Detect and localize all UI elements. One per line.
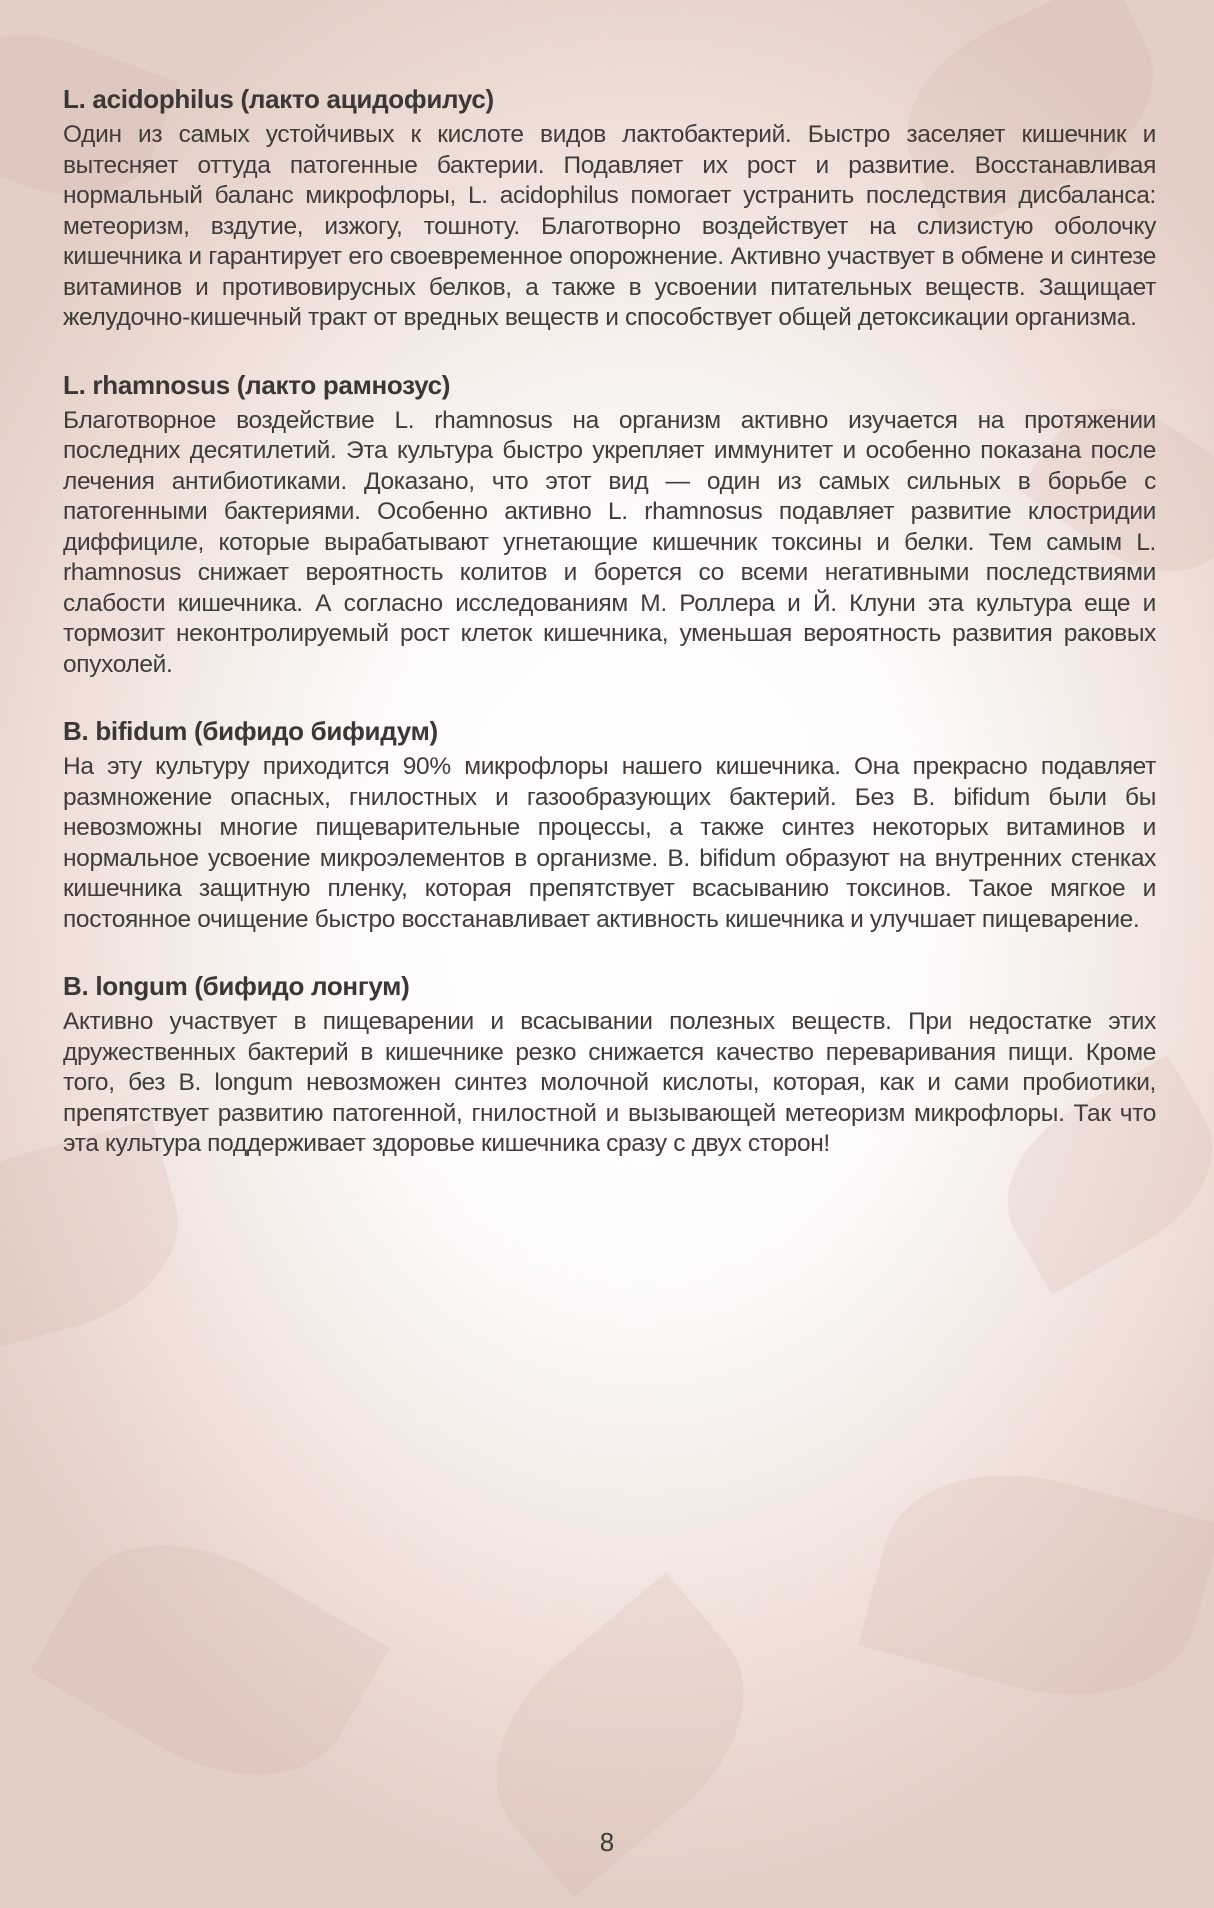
- page-content: [63, 82, 1156, 1194]
- section-heading: L. rhamnosus (лакто рамнозус): [63, 369, 451, 400]
- section-b-longum: [63, 969, 1156, 1160]
- section-heading: L. acidophilus (лакто ацидофилус): [63, 84, 494, 114]
- section-paragraph: Один из самых устойчивых к кислоте видов лактобактерий. Быстро заселяет кишечник и вытесняет оттуда патогенные бактерии. Подавляет их рост и развитие. Восстанавливая нормальный баланс микрофлоры, L. acidophilus помогает устранить последствия дисбаланса: метеоризм, вздутие, изжогу, тошноту. Благотворно воздействует на слизистую оболочку кишечника и гарантирует его своевременное опорожнение. Активно участвует в обмене и синтезе витаминов и противовирусных белков, а также в усвоении питательных веществ. Защищает желудочно-кишечный тракт от вредных веществ и способствует общей детоксикации организма.: [63, 121, 1156, 331]
- section-l-acidophilus: [63, 82, 1156, 334]
- page-number: 8: [599, 1827, 615, 1857]
- section-l-rhamnosus: [63, 368, 1156, 681]
- background-leaf-decoration: [30, 1498, 390, 1821]
- section-heading: B. longum (бифидо лонгум): [63, 971, 410, 1001]
- section-paragraph: Благотворное воздействие L. rhamnosus на организм активно изучается на протяжении последних десятилетий. Эта культура быстро укрепляет иммунитет и особенно показана после лечения антибиотиками. Доказано, что этот вид — один из самых сильных в борьбе с патогенными бактериями. Особенно активно L. rhamnosus подавляет развитие клостридии диффициле, которые вырабатывают угнетающие кишечник токсины и белки. Тем самым L. rhamnosus снижает вероятность колитов и борется со всеми негативными последствиями слабости кишечника. А согласно исследованиям М. Роллера и Й. Клуни эта культура еще и тормозит неконтролируемый рост клеток кишечника, уменьшая вероятность развития раковых опухолей.: [63, 406, 1156, 678]
- section-b-bifidum: [63, 714, 1156, 935]
- section-heading: B. bifidum (бифидо бифидум): [63, 716, 438, 746]
- section-paragraph: Активно участвует в пищеварении и всасывании полезных веществ. При недостатке этих дружественных бактерий в кишечнике резко снижается качество переваривания пищи. Кроме того, без B. longum невозможен синтез молочной кислоты, которая, как и сами пробиотики, препятствует развитию патогенной, гнилостной и вызывающей метеоризм микрофлоры. Так что эта культура поддерживает здоровье кишечника сразу с двух сторон!: [63, 1008, 1156, 1157]
- section-paragraph: На эту культуру приходится 90% микрофлоры нашего кишечника. Она прекрасно подавляет размножение опасных, гнилостных и газообразующих бактерий. Без B. bifidum были бы невозможны многие пищеварительные процессы, а также синтез некоторых витаминов и нормальное усвоение микроэлементов в организме. B. bifidum образуют на внутренних стенках кишечника защитную пленку, которая препятствует всасыванию токсинов. Такое мягкое и постоянное очищение быстро восстанавливает активность кишечника и улучшает пищеварение.: [63, 753, 1156, 933]
- background-leaf-decoration: [858, 1442, 1214, 1728]
